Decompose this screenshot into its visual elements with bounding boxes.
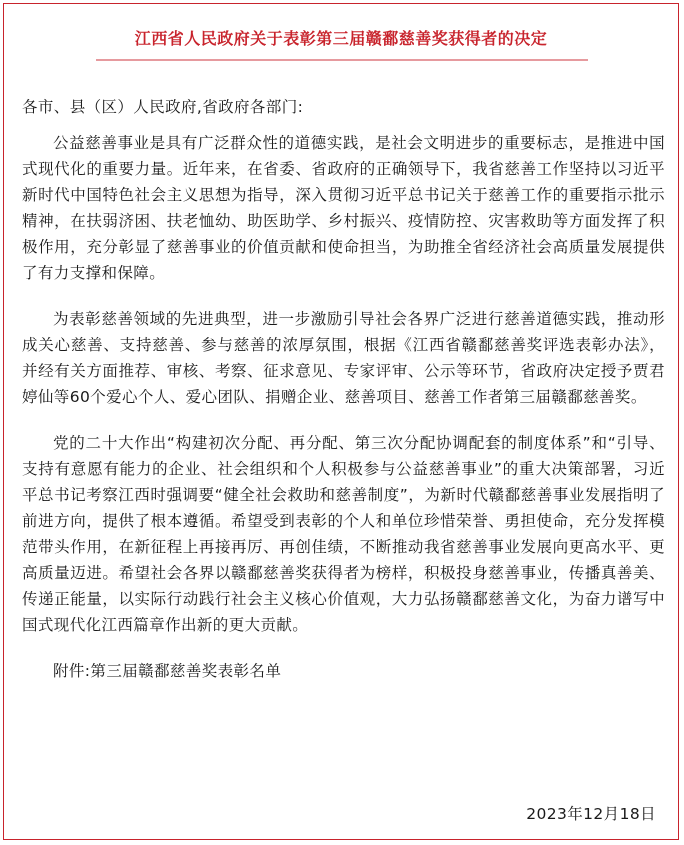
document-title: 江西省人民政府关于表彰第三届赣鄱慈善奖获得者的决定	[134, 29, 548, 48]
title-underline	[96, 59, 588, 61]
paragraph-1: 公益慈善事业是具有广泛群众性的道德实践，是社会文明进步的重要标志，是推进中国式现代化的重要力量。近年来，在省委、省政府的正确领导下，我省慈善工作坚持以习近平新时代中国特色社会主义思想为指导，深入贯彻习近平总书记关于慈善工作的重要指示批示精神，在扶弱济困、扶老恤幼、助医助学、乡村振兴、疫情防控、灾害救助等方面发挥了积极作用，充分彰显了慈善事业的价值贡献和使命担当，为助推全省经济社会高质量发展提供了有力支撑和保障。	[22, 134, 665, 282]
paragraph-3: 党的二十大作出“构建初次分配、再分配、第三次分配协调配套的制度体系”和“引导、支持有意愿有能力的企业、社会组织和个人积极参与公益慈善事业”的重大决策部署，习近平总书记考察江西时强调要“健全社会救助和慈善制度”，为新时代赣鄱慈善事业发展指明了前进方向，提供了根本遵循。希望受到表彰的个人和单位珍惜荣誉、勇担使命，充分发挥模范带头作用，在新征程上再接再厉、再创佳绩，不断推动我省慈善事业发展向更高水平、更高质量迈进。希望社会各界以赣鄱慈善奖获得者为榜样，积极投身慈善事业，传播真善美、传递正能量，以实际行动践行社会主义核心价值观，大力弘扬赣鄱慈善文化，为奋力谱写中国式现代化江西篇章作出新的更大贡献。	[22, 434, 665, 634]
document-date: 2023年12月18日	[526, 805, 656, 823]
document-frame	[3, 3, 679, 840]
paragraph-2: 为表彰慈善领域的先进典型，进一步激励引导社会各界广泛进行慈善道德实践，推动形成关心慈善、支持慈善、参与慈善的浓厚氛围，根据《江西省赣鄱慈善奖评选表彰办法》，并经有关方面推荐、审核、考察、征求意见、专家评审、公示等环节，省政府决定授予贾君婷仙等60个爱心个人、爱心团队、捐赠企业、慈善项目、慈善工作者第三届赣鄱慈善奖。	[22, 310, 665, 406]
salutation: 各市、县（区）人民政府,省政府各部门:	[22, 98, 304, 116]
document-body	[22, 94, 665, 684]
attachment-note: 附件:第三届赣鄱慈善奖表彰名单	[53, 662, 282, 680]
